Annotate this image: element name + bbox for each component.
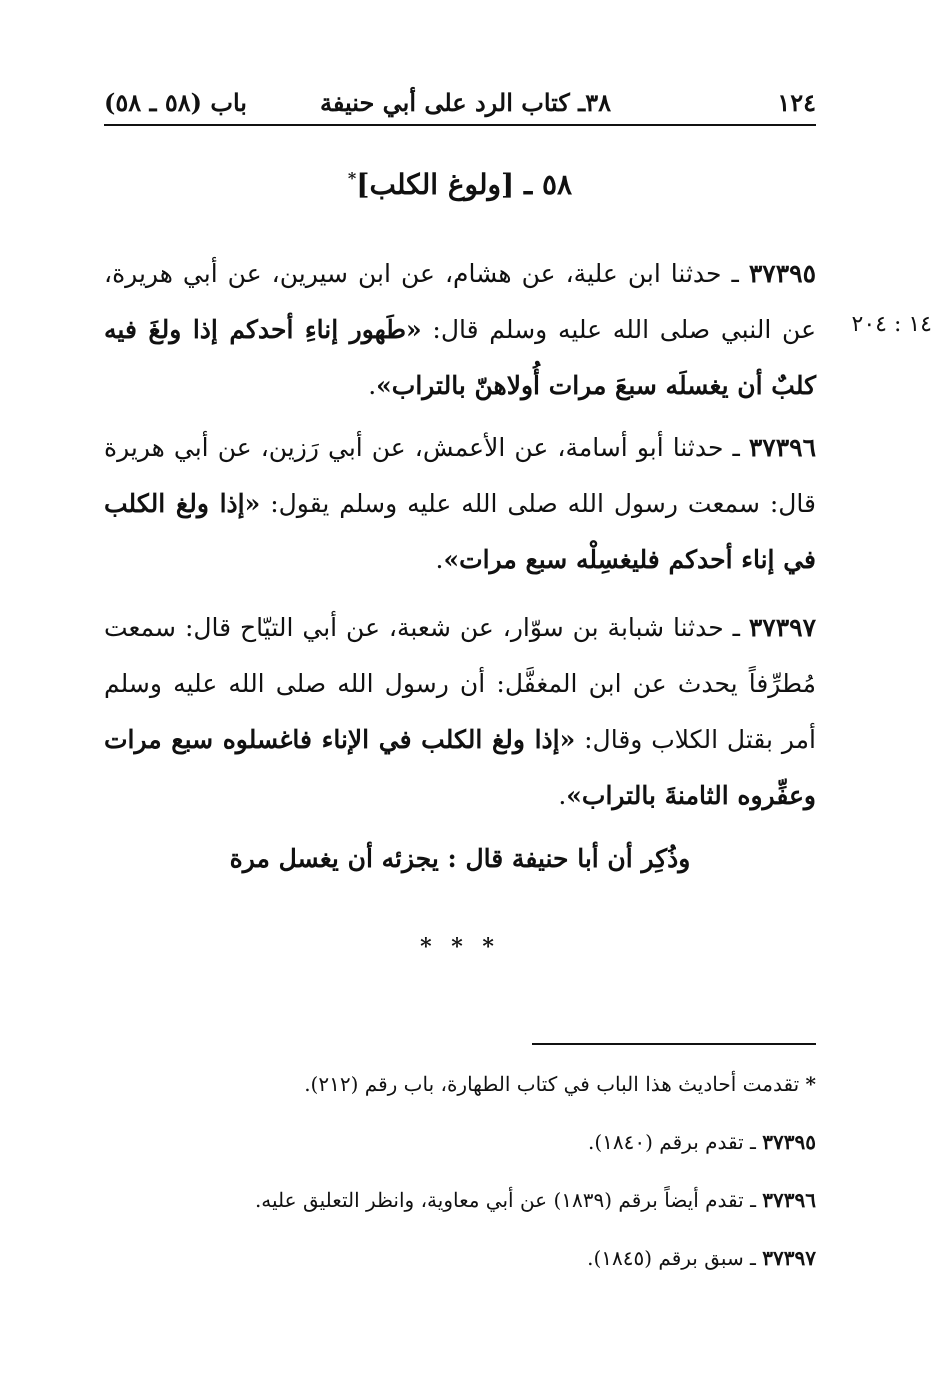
footnote-text: ـ تقدم أيضاً برقم (١٨٣٩) عن أبي معاوية، وانظر التعليق عليه. <box>254 1188 763 1212</box>
running-header <box>104 84 816 126</box>
hadith-end: . <box>368 371 377 400</box>
hadith-separator: ـ <box>721 259 749 288</box>
hadith-narration: حدثنا أبو أسامة، عن الأعمش، عن أبي رَزين، عن أبي هريرة قال: سمعت رسول الله صلى الله عليه وسلم يقول: <box>104 433 817 518</box>
footnote-item <box>104 1122 816 1180</box>
hadith-end: . <box>558 781 567 810</box>
hadith-number: ٣٧٣٩٧ <box>748 613 817 642</box>
hadith-37395 <box>104 246 816 414</box>
hadith-narration: حدثنا شبابة بن سوّار، عن شعبة، عن أبي التيّاح قال: سمعت مُطرِّفاً يحدث عن ابن المغفَّل: أن رسول الله صلى الله عليه وسلم أمر بقتل الكلاب وقال: <box>104 613 816 754</box>
hadith-quote: «إذا ولغ الكلب في إناء أحدكم فليغسِلْه سبع مرات» <box>104 489 816 574</box>
hadith-37396 <box>104 420 816 588</box>
footnote-number: ٣٧٣٩٦ <box>762 1188 816 1212</box>
hadith-end: . <box>435 545 444 574</box>
section-separator: * * * <box>420 934 500 960</box>
footnote-text: ـ سبق برقم (١٨٤٥). <box>587 1246 763 1270</box>
hadith-separator: ـ <box>723 433 749 462</box>
chapter-footnote-marker: * <box>347 168 357 188</box>
footnote-item <box>104 1180 816 1238</box>
hadith-separator: ـ <box>723 613 749 642</box>
hadith-narration: حدثنا ابن علية، عن هشام، عن ابن سيرين، عن أبي هريرة، عن النبي صلى الله عليه وسلم قال: <box>104 259 816 344</box>
footnote-item <box>104 1238 816 1296</box>
footnote-text: تقدمت أحاديث هذا الباب في كتاب الطهارة، باب رقم (٢١٢). <box>304 1072 806 1096</box>
footnote-item <box>104 1064 816 1122</box>
hadith-number: ٣٧٣٩٥ <box>748 259 817 288</box>
footnote-number: ٣٧٣٩٧ <box>762 1246 816 1270</box>
footnote-number: * <box>805 1072 816 1096</box>
footnote-number: ٣٧٣٩٥ <box>762 1130 816 1154</box>
footnote-divider <box>532 1043 816 1045</box>
hadith-quote: «طَهور إناءِ أحدكم إذا ولغَ فيه كلبٌ أن يغسلَه سبعَ مرات أُولاهنّ بالتراب» <box>104 315 816 400</box>
hadith-number: ٣٧٣٩٦ <box>748 433 816 462</box>
book-title: ٣٨ـ كتاب الرد على أبي حنيفة <box>319 88 611 117</box>
hadith-quote: «إذا ولغ الكلب في الإناء فاغسلوه سبع مرات وعفِّروه الثامنةَ بالتراب» <box>104 725 816 810</box>
hadith-37397 <box>104 600 816 824</box>
page-number: ١٢٤ <box>777 88 816 117</box>
abu-hanifa-statement: وذُكِر أن أبا حنيفة قال : يجزئه أن يغسل مرة <box>229 844 691 873</box>
footnotes <box>104 1064 816 1296</box>
chapter-title <box>104 168 816 201</box>
margin-reference: ١٤ : ٢٠٤ <box>851 312 932 337</box>
footnote-text: ـ تقدم برقم (١٨٤٠). <box>588 1130 763 1154</box>
chapter-title-text: ٥٨ ـ [ولوغ الكلب] <box>356 168 573 201</box>
chapter-range: باب (٥٨ ـ ٥٨) <box>104 88 247 117</box>
